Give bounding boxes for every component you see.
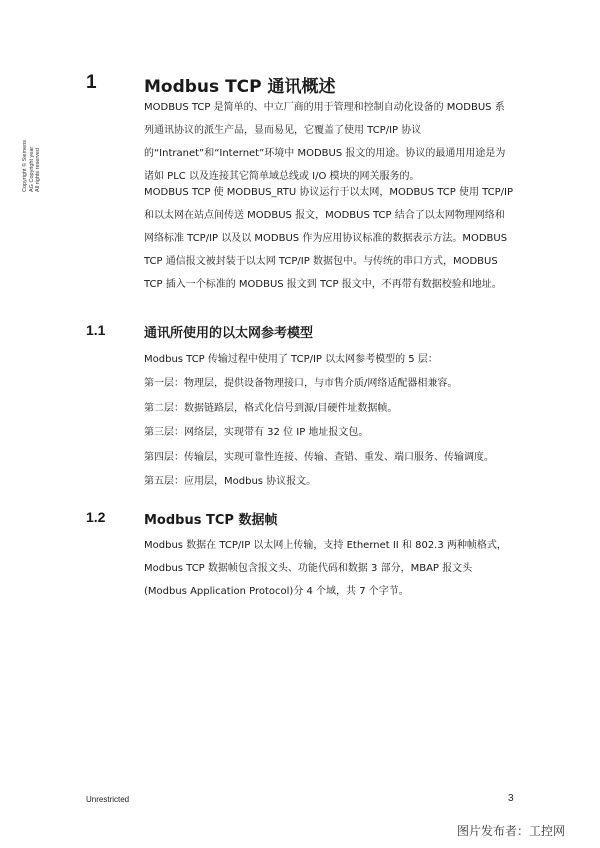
paragraph: MODBUS TCP 是简单的、中立厂商的用于管理和控制自动化设备的 MODBUS 系列通讯协议的派生产品，显而易见，它覆盖了使用 TCP/IP 协议的“Intranet”和“Internet”环境中 MODBUS 报文的用途。协议的最通用用途是为诸如 PLC 以及连接其它简单域总线或 I/O 模块的网关服务的。 (144, 102, 506, 182)
paragraph: 第五层：应用层，Modbus 协议报文。 (144, 476, 317, 487)
section-title: Modbus TCP 通讯概述 (144, 77, 336, 97)
paragraph: 第四层：传输层，实现可靠性连接、传输、查错、重发、端口服务、传输调度。 (144, 452, 494, 463)
paragraph: Modbus TCP 传输过程中使用了 TCP/IP 以太网参考模型的 5 层： (144, 354, 438, 365)
section-number: 1.1 (86, 322, 106, 338)
paragraph: Modbus 数据在 TCP/IP 以太网上传输，支持 Ethernet II 和 802.3 两种帧格式，Modbus TCP 数据帧包含报文头、功能代码和数据 3 部分，MBAP 报文头 (Modbus Application Protocol)分 4 个域，共 7 个字节。 (144, 540, 507, 597)
copyright-line: All rights reserved (35, 147, 41, 192)
paragraph: 第三层：网络层，实现带有 32 位 IP 地址报文包。 (144, 427, 369, 438)
classification-label: Unrestricted (86, 795, 130, 804)
section-heading-1 (0, 72, 600, 98)
paragraph: 第一层：物理层，提供设备物理接口，与市售介质/网络适配器相兼容。 (144, 378, 458, 389)
paragraph: MODBUS TCP 使 MODBUS_RTU 协议运行于以太网，MODBUS TCP 使用 TCP/IP 和以太网在站点间传送 MODBUS 报文，MODBUS TCP 结合了以太网物理网络和网络标准 TCP/IP 以及以 MODBUS 作为应用协议标准的数据表示方法。MODBUS TCP 通信报文被封装于以太网 TCP/IP 数据包中。与传统的串口方式，MODBUS TCP 插入一个标准的 MODBUS 报文到 TCP 报文中，不再带有数据校验和地址。 (144, 187, 514, 290)
page-number: 3 (508, 793, 514, 804)
paragraph: 第二层：数据链路层，格式化信号到源/目硬件址数据帧。 (144, 403, 398, 414)
section-number: 1 (86, 72, 97, 93)
publisher-watermark: 图片发布者：工控网 (457, 824, 566, 838)
section-title: Modbus TCP 数据帧 (144, 513, 278, 528)
copyright-line: Copyright © Siemens (22, 139, 28, 192)
section-heading-1-2 (0, 509, 600, 531)
section-heading-1-1 (0, 322, 600, 344)
copyright-note (22, 140, 42, 192)
section-number: 1.2 (86, 509, 106, 525)
section-title: 通讯所使用的以太网参考模型 (144, 326, 314, 341)
copyright-line: AG Copyright year (28, 146, 35, 192)
